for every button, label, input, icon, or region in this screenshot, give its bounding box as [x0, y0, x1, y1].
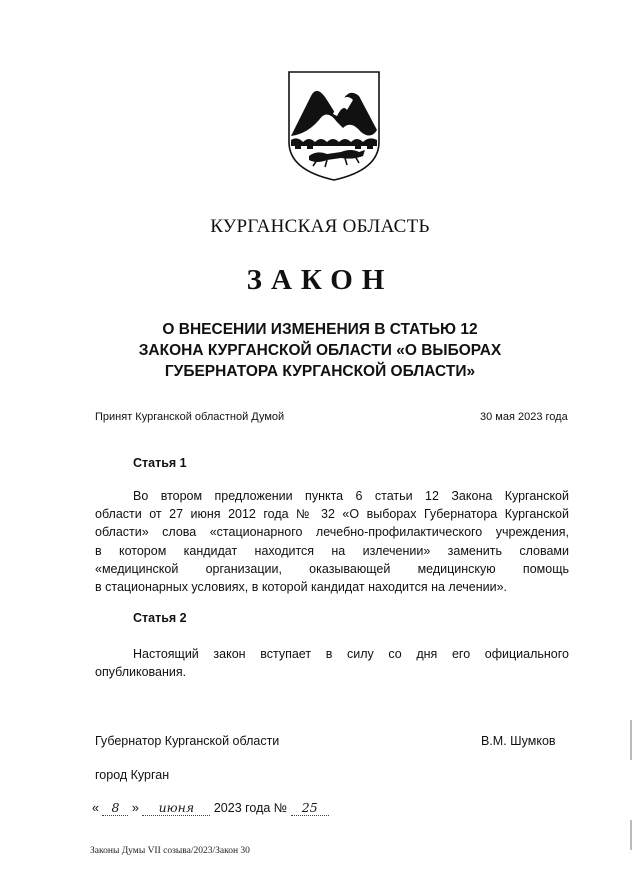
governor-position: Губернатор Курганской области	[95, 734, 280, 748]
law-title-line: О ВНЕСЕНИИ ИЗМЕНЕНИЯ В СТАТЬЮ 12	[162, 321, 478, 338]
text-line: области» слова «стационарного лечебно-профилактического учреждения,	[95, 525, 569, 540]
close-quote: »	[131, 801, 139, 815]
article-2-text	[95, 645, 569, 681]
law-title-line: ЗАКОНА КУРГАНСКОЙ ОБЛАСТИ «О ВЫБОРАХ	[138, 342, 502, 359]
text-line: Во втором предложении пункта 6 статьи 12 Закона Курганской	[133, 489, 569, 503]
document-type: ЗАКОН	[246, 264, 394, 296]
signing-city: город Курган	[95, 768, 170, 782]
handwritten-number: 25	[291, 800, 329, 816]
handwritten-month: июня	[142, 800, 210, 816]
text-line: опубликования.	[95, 665, 187, 680]
text-line: Настоящий закон вступает в силу со дня его официального	[133, 647, 569, 661]
text-line: в котором кандидат находится на излечении» заменить словами	[95, 543, 569, 558]
scan-edge-mark	[630, 720, 632, 760]
law-title-line: ГУБЕРНАТОРА КУРГАНСКОЙ ОБЛАСТИ»	[164, 363, 476, 380]
article-1-heading: Статья 1	[133, 456, 187, 470]
region-name: КУРГАНСКАЯ ОБЛАСТЬ	[210, 216, 430, 237]
coat-of-arms-emblem	[287, 70, 381, 182]
adopted-by: Принят Курганской областной Думой	[95, 411, 285, 423]
adoption-date: 30 мая 2023 года	[480, 411, 568, 423]
text-line: области от 27 июня 2012 года № 32 «О выборах Губернатора Курганской	[95, 507, 569, 522]
scan-edge-mark	[630, 820, 632, 850]
article-2-heading: Статья 2	[133, 611, 187, 625]
governor-name: В.М. Шумков	[481, 734, 556, 748]
text-line: «медицинской организации, оказывающей медицинскую помощь	[95, 561, 569, 576]
year-text: 2023 года №	[213, 801, 288, 815]
footer-reference: Законы Думы VII созыва/2023/Закон 30	[90, 846, 250, 856]
handwritten-day: 8	[102, 800, 128, 816]
text-line: в стационарных условиях, в которой кандидат находится на лечении».	[95, 580, 507, 595]
open-quote: «	[92, 801, 99, 815]
law-title	[100, 319, 540, 382]
signing-date-number	[92, 800, 329, 816]
article-1-text	[95, 487, 569, 596]
